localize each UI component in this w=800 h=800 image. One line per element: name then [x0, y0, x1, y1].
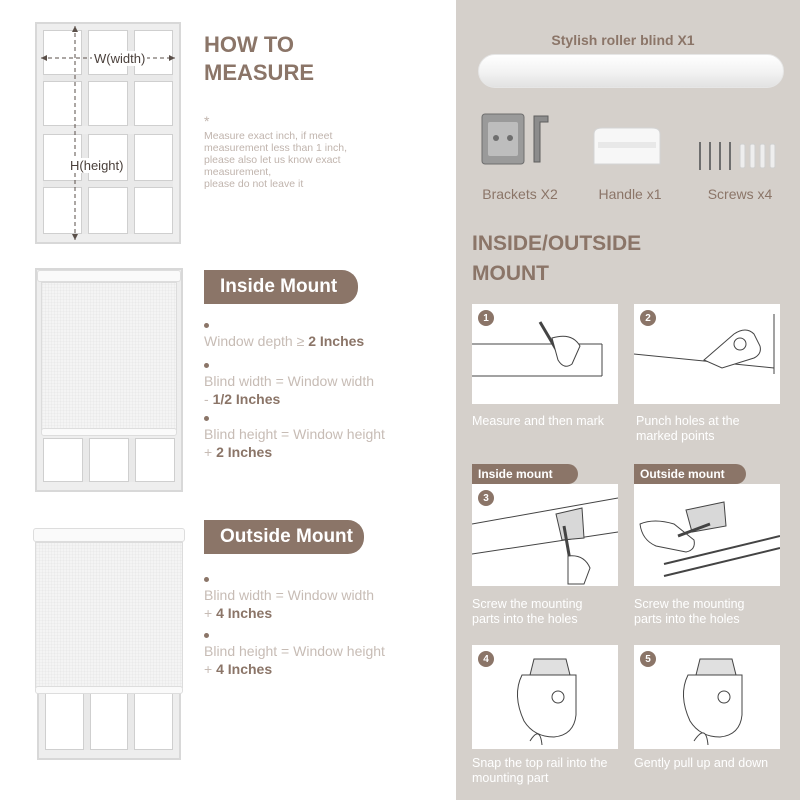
bullet [204, 363, 209, 368]
outside-spec-height: Blind height = Window height + 4 Inches [204, 643, 385, 677]
window-pane [43, 438, 83, 482]
blind-bottom-rail [35, 686, 183, 694]
step-number: 5 [640, 651, 656, 667]
step-3-inside-card [472, 484, 618, 586]
window-pane [90, 690, 129, 750]
note-line: please also let us know exact [204, 154, 341, 166]
bullet [204, 633, 209, 638]
step-3-outside-caption: Screw the mounting parts into the holes [634, 597, 745, 626]
measure-title-line1: HOW TO [204, 32, 295, 57]
step-2-caption: Punch holes at the marked points [636, 414, 740, 443]
screws-image [692, 138, 782, 174]
step-number: 3 [478, 490, 494, 506]
brackets-label: Brackets X2 [482, 186, 558, 202]
note-line: please do not leave it [204, 178, 304, 190]
step-4-caption: Snap the top rail into the mounting part [472, 756, 608, 785]
inside-spec-depth: Window depth ≥ 2 Inches [204, 333, 365, 349]
step-5-card [634, 645, 780, 749]
outside-spec-width: Blind width = Window width + 4 Inches [204, 587, 375, 621]
roller-blind-label: Stylish roller blind X1 [551, 32, 695, 48]
step-1-illustration [472, 304, 618, 404]
inside-mount-tag: Inside mount [472, 464, 578, 484]
window-pane [134, 690, 173, 750]
note-line: Measure exact inch, if meet [204, 130, 333, 142]
inside-mount-title: Inside Mount [204, 270, 358, 304]
window-pane [45, 690, 84, 750]
screws-label: Screws x4 [707, 186, 773, 202]
bullet [204, 416, 209, 421]
blind-fabric [35, 542, 183, 688]
bullet [204, 577, 209, 582]
roller-blind-image [478, 54, 784, 88]
step-3-inside-caption: Screw the mounting parts into the holes [472, 597, 583, 626]
width-label: W(width) [94, 51, 146, 66]
step-5-caption: Gently pull up and down [634, 756, 769, 770]
inside-spec-height: Blind height = Window height + 2 Inches [204, 426, 385, 460]
handle-label: Handle x1 [598, 186, 662, 202]
install-title-line1: INSIDE/OUTSIDE [472, 232, 642, 255]
step-1-card [472, 304, 618, 404]
outside-mount-title: Outside Mount [204, 520, 364, 554]
measure-note [204, 130, 404, 190]
window-pane [89, 438, 129, 482]
blind-top-rail [33, 528, 185, 542]
note-line: measurement, [204, 166, 272, 178]
step-3-outside-card [634, 484, 780, 586]
step-number: 1 [478, 310, 494, 326]
brackets-image [478, 110, 558, 170]
measure-note-asterisk: * [204, 113, 210, 129]
window-pane [135, 438, 175, 482]
step-2-card [634, 304, 780, 404]
step-4-card [472, 645, 618, 749]
step-number: 4 [478, 651, 494, 667]
blind-fabric [41, 282, 177, 430]
note-line: measurement less than 1 inch, [204, 142, 347, 154]
outside-mount-tag: Outside mount [634, 464, 746, 484]
blind-bottom-rail [41, 428, 177, 436]
bullet [204, 323, 209, 328]
height-label: H(height) [70, 158, 124, 173]
install-title-line2: MOUNT [472, 262, 549, 285]
step-number: 2 [640, 310, 656, 326]
step-4-illustration [472, 645, 618, 749]
step-2-illustration [634, 304, 780, 404]
outside-mount-window [33, 528, 185, 760]
step-3-illustration [472, 484, 618, 586]
step-3-outside-illustration [634, 484, 780, 586]
blind-top-rail [37, 270, 181, 282]
step-5-illustration [634, 645, 780, 749]
step-1-caption: Measure and then mark [472, 414, 605, 428]
inside-mount-window [35, 268, 183, 492]
inside-spec-width: Blind width = Window width - 1/2 Inches [204, 373, 375, 407]
measure-title-line2: MEASURE [204, 60, 315, 85]
handle-image [590, 124, 664, 172]
